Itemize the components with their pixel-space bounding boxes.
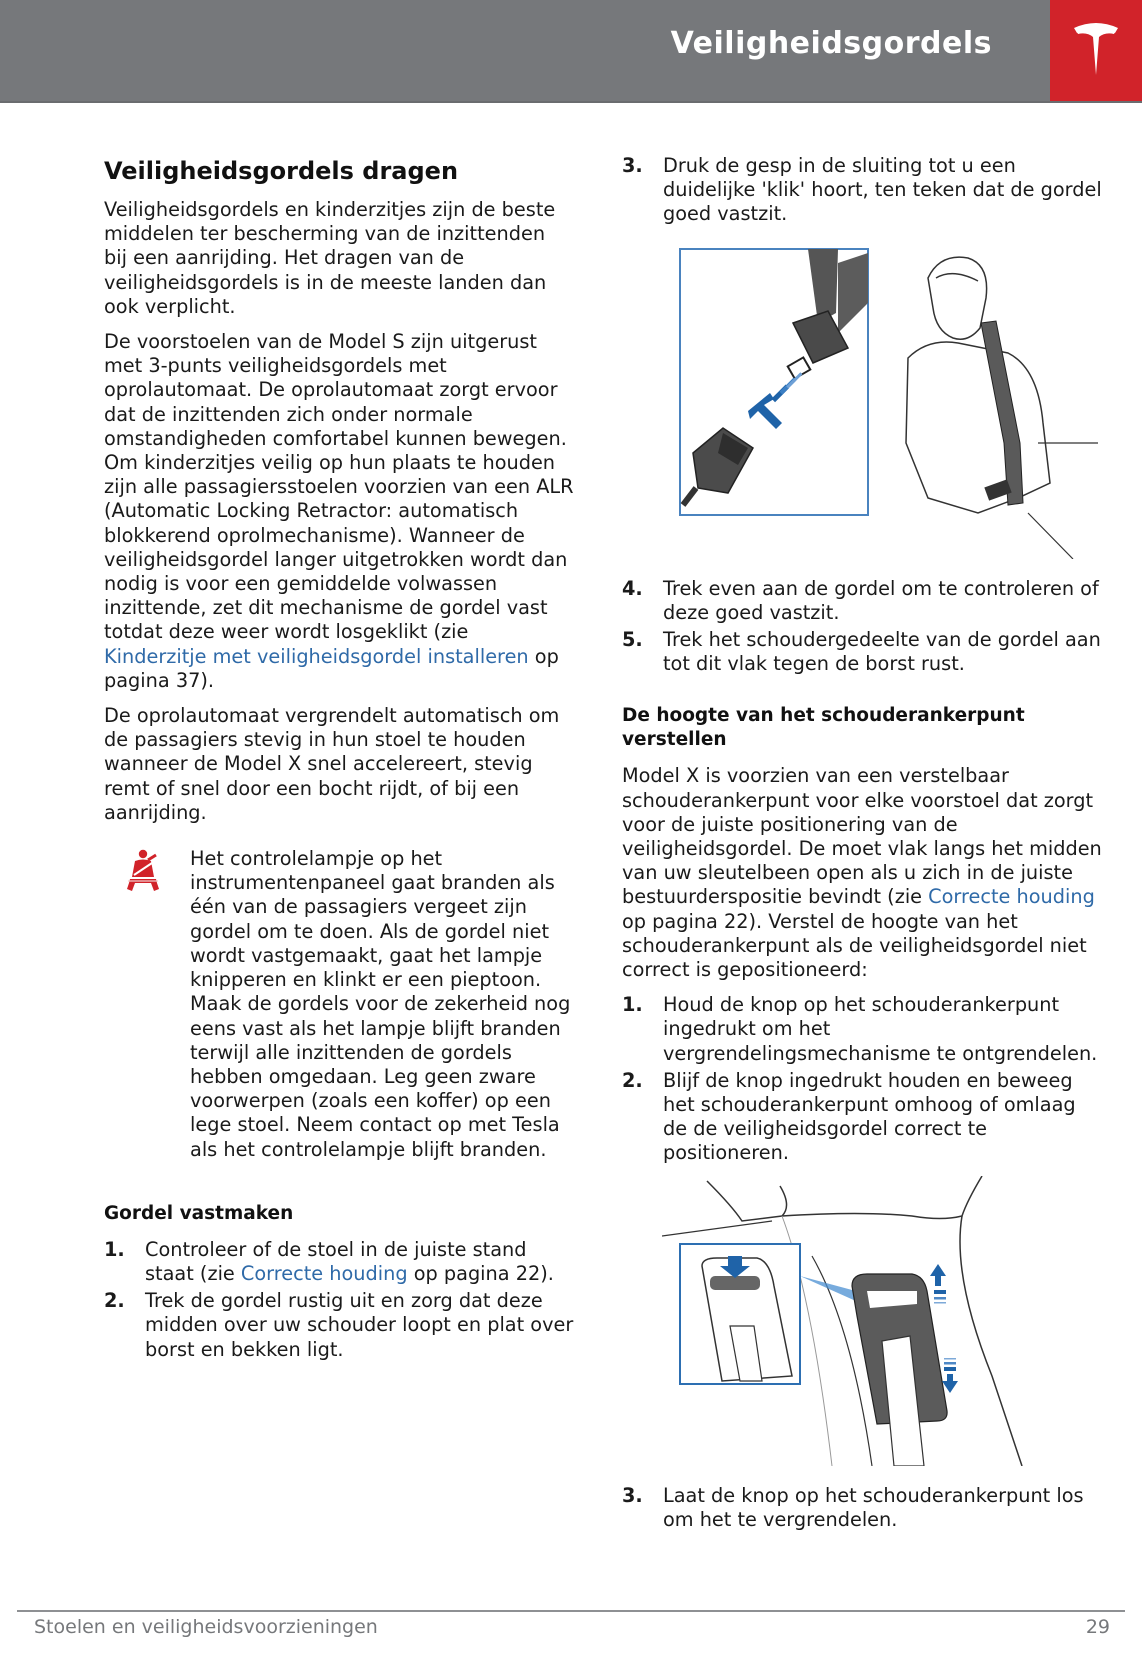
list-item: 3. Druk de gesp in de sluiting tot u een duidelijke 'klik' hoort, ten teken dat de gordel goed vastzit. xyxy=(622,154,1102,226)
header-title: Veiligheidsgordels xyxy=(670,26,992,61)
seatbelt-warning-icon xyxy=(126,849,162,891)
height-adjust-paragraph: Model X is voorzien van een verstelbaar schouderankerpunt voor elke voorstoel dat zorgt voor de juiste positionering van de veiligheidsgordel. De moet vlak langs het midden van uw sleutelbeen open als u zich in de juiste bestuurderspositie bevindt (zie Correcte houding op pagina 22). Verstel de hoogte van het schouderankerpunt als de veiligheidsgordel niet correct is gepositioneerd: xyxy=(622,764,1102,982)
list-item: 3. Laat de knop op het schouderankerpunt los om het te vergrendelen. xyxy=(622,1483,1084,1531)
logo-box xyxy=(1050,0,1142,101)
locking-paragraph: De oprolautomaat vergrendelt automatisch om de passagiers stevig in hun stoel te houden wanneer de Model X snel accelereert, stevig remt of snel door een bocht rijdt, of bij een aanrijding. xyxy=(104,704,560,824)
fasten-steps-list xyxy=(104,1238,574,1362)
list-item: 1. Controleer of de stoel in de juiste stand staat (zie Correcte houding op pagina 22). xyxy=(104,1237,554,1285)
tesla-logo-icon xyxy=(1071,20,1121,76)
warning-note-text: Het controlelampje op het instrumentenpaneel gaat branden als één van de passagiers vergeet zijn gordel om te doen. Als de gordel niet wordt vastgemaakt, gaat het lampje knipperen en klinkt er een pieptoon. Maak de gordels voor de zekerheid nog eens vast als het lampje blijft branden terwijl alle inzittenden de gordels hebben omgedaan. Leg geen zware voorwerpen (zoals een koffer) op een lege stoel. Neem contact op met Tesla als het controlelampje blijft branden. xyxy=(190,847,571,1161)
list-item: 5. Trek het schoudergedeelte van de gordel aan tot dit vlak tegen de borst rust. xyxy=(622,628,1101,676)
list-item: 2. Trek de gordel rustig uit en zorg dat deze midden over uw schouder loopt en plat over borst en bekken ligt. xyxy=(104,1289,574,1361)
intro-paragraph: Veiligheidsgordels en kinderzitjes zijn de beste middelen ter bescherming van de inzittenden bij een aanrijding. Het dragen van de veiligheidsgordels is in de meeste landen dan ook verplicht. xyxy=(104,198,556,318)
shoulder-anchor-image xyxy=(662,1176,1062,1466)
height-adjust-steps xyxy=(622,993,1102,1165)
fasten-title: Gordel vastmaken xyxy=(104,1202,294,1224)
height-adjust-title: De hoogte van het schouderankerpunt verstellen xyxy=(622,705,1025,751)
height-adjust-steps-continued xyxy=(622,1484,1102,1532)
section-title: Veiligheidsgordels dragen xyxy=(104,157,459,185)
footer-divider xyxy=(17,1610,1125,1612)
retractor-paragraph: De voorstoelen van de Model S zijn uitgerust met 3-punts veiligheidsgordels met oprolautomaat. De oprolautomaat zorgt ervoor dat de inzittenden zich onder normale omstandigheden comfortabel kunnen bewegen. Om kinderzitjes veilig op hun plaats te houden zijn alle passagiersstoelen voorzien van een ALR (Automatic Locking Retractor: automatisch blokkerend oprolmechanisme). Wanneer de veiligheidsgordel langer uitgetrokken wordt dan nodig is voor een gemiddelde volwassen inzittende, zet dit mechanisme de gordel vast totdat deze weer wordt losgeklikt (zie Kinderzitje met veiligheidsgordel installeren op pagina 37). xyxy=(104,330,574,692)
page-header xyxy=(0,0,1142,103)
fasten-steps-continued xyxy=(622,154,1102,227)
seatbelt-buckle-image xyxy=(678,243,1098,559)
list-item: 2. Blijf de knop ingedrukt houden en beweeg het schouderankerpunt omhoog of omlaag de de veiligheidsgordel correct te positioneren. xyxy=(622,1068,1076,1165)
shoulder-anchor-illustration xyxy=(662,1176,1062,1466)
correct-posture-link-2[interactable]: Correcte houding xyxy=(928,885,1095,909)
footer-section-name: Stoelen en veiligheidsvoorzieningen xyxy=(34,1616,378,1638)
right-column xyxy=(622,154,1102,1542)
list-item: 1. Houd de knop op het schouderankerpunt ingedrukt om het vergrendelingsmechanisme te ontgrendelen. xyxy=(622,993,1098,1065)
correct-posture-link[interactable]: Correcte houding xyxy=(240,1261,408,1285)
seatbelt-buckle-illustration xyxy=(678,243,1098,559)
page-number: 29 xyxy=(1085,1616,1110,1638)
warning-note xyxy=(104,847,574,1162)
list-item: 4. Trek even aan de gordel om te controleren of deze goed vastzit. xyxy=(622,576,1099,624)
left-column xyxy=(104,150,574,1372)
fasten-steps-continued-2 xyxy=(622,577,1102,677)
child-seat-link[interactable]: Kinderzitje met veiligheidsgordel installeren xyxy=(104,644,529,668)
